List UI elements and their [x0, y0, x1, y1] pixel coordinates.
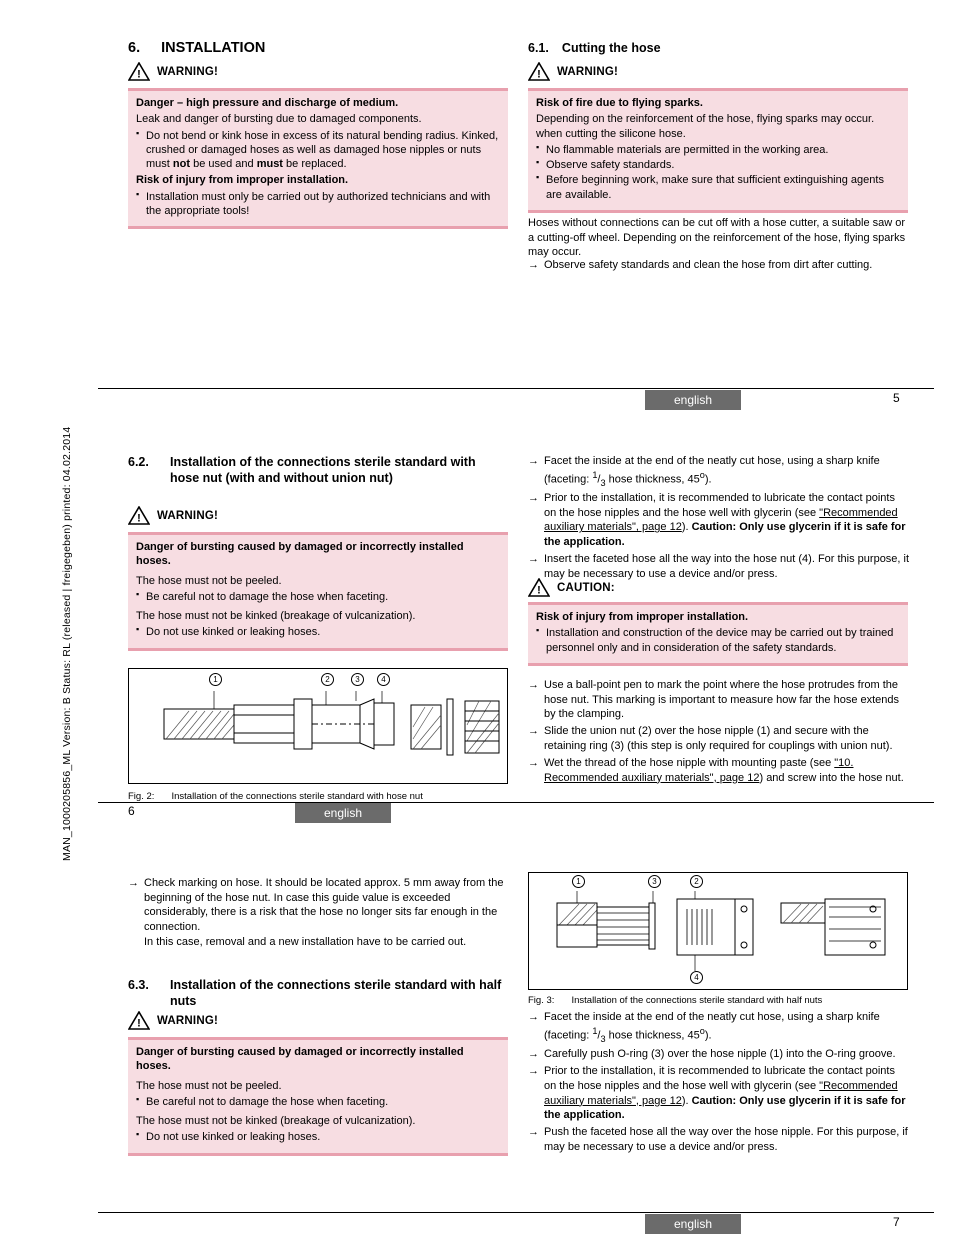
figure-3-callout-4: 4: [690, 971, 703, 984]
warning-label: WARNING!: [157, 65, 219, 78]
svg-text:!: !: [537, 68, 541, 81]
section-6-warning-header: [128, 62, 508, 83]
section-61-number: 6.1.: [528, 41, 549, 55]
warning-label: WARNING!: [557, 65, 619, 78]
section-63-arrow-list: [528, 1010, 910, 1157]
section-62-title: Installation of the connections sterile standard with hose nut (with and without union nut): [170, 455, 476, 485]
warning-triangle-icon: [128, 1011, 150, 1030]
warning-peel-line: The hose must not be peeled.: [136, 1079, 282, 1092]
section-6-heading: [128, 40, 508, 56]
warning-danger-line: Danger – high pressure and discharge of medium.: [136, 97, 399, 109]
warning-detail-line: Depending on the reinforcement of the hose, flying sparks may occur. when cutting the silicone hose.: [536, 113, 875, 140]
page-number: 5: [893, 391, 900, 405]
warning-injury-line: Risk of injury from improper installation.: [136, 174, 349, 187]
list-item: ▪ Be careful not to damage the hose when faceting.: [136, 1095, 500, 1109]
warning-bullet-list-2: [136, 190, 500, 219]
section-63-heading: [128, 978, 508, 1009]
section-63-intro-arrow-list: [128, 876, 510, 952]
svg-text:!: !: [137, 68, 141, 81]
figure-3-caption: [528, 994, 918, 1006]
figure-2-image: [128, 668, 508, 784]
section-61-warning-box: [528, 88, 908, 213]
figure-2-callout-4: 4: [377, 673, 390, 686]
svg-text:!: !: [137, 1017, 141, 1030]
warning-label: WARNING!: [157, 1014, 219, 1027]
document-version-sidebar: MAN_1000205856_ML Version: B Status: RL (released | freigegeben) printed: 04.02.2014: [61, 426, 73, 861]
language-badge: english: [645, 390, 741, 410]
list-item: ▪ Do not bend or kink hose in excess of its natural bending radius. Kinked, crushed or damaged hoses as well as damaged hose nipples or nuts must not be used and must be replaced.: [136, 129, 500, 172]
list-item: → Carefully push O-ring (3) over the hose nipple (1) into the O-ring groove.: [528, 1047, 910, 1062]
warning-kink-line: The hose must not be kinked (breakage of vulcanization).: [136, 610, 416, 623]
figure-3-image: [528, 872, 908, 990]
list-item: → Prior to the installation, it is recommended to lubricate the contact points on the hose nipples and the hose well with glycerin (see "Recommended auxiliary materials", page 12). Caution: Only use glycerin if it is safe for the application.: [528, 1064, 910, 1123]
section-61-warning-header: [528, 62, 908, 83]
warning-label: WARNING!: [157, 509, 219, 522]
warning-bullet-list: [536, 143, 900, 202]
section-62-number: 6.2.: [128, 455, 149, 469]
footer-rule: [98, 802, 934, 803]
warning-bullet-list: [136, 1095, 500, 1109]
svg-text:!: !: [137, 512, 141, 525]
warning-triangle-icon: [128, 506, 150, 525]
figure-2-callout-3: 3: [351, 673, 364, 686]
section-62-warning-box: [128, 532, 508, 651]
warning-bullet-list: [136, 590, 500, 604]
warning-triangle-icon: [528, 62, 550, 81]
section-61-body-text: Hoses without connections can be cut off with a hose cutter, a suitable saw or a cutting-off wheel. Depending on the reinforcement of the hose, flying sparks may occur.: [528, 217, 906, 259]
section-63-warning-header: [128, 1011, 508, 1032]
figure-2-caption: [128, 790, 518, 802]
list-item: → Insert the faceted hose all the way into the hose nut (4). For this purpose, it may be necessary to use a device and/or press.: [528, 552, 910, 581]
list-item: ▪ Before beginning work, make sure that sufficient extinguishing agents are available.: [536, 173, 900, 202]
figure-3-callout-2: 2: [690, 875, 703, 888]
figure-3-drawing: [529, 873, 907, 989]
list-item: → Use a ball-point pen to mark the point where the hose protrudes from the hose nut. This marking is important to measure how far the hose extends by the clamping.: [528, 678, 910, 722]
list-item: → Wet the thread of the hose nipple with mounting paste (see "10. Recommended auxiliary materials", page 12) and screw into the hose nut.: [528, 756, 910, 785]
figure-3-caption-text: Installation of the connections sterile standard with half nuts: [571, 995, 823, 1006]
figure-3-callout-3: 3: [648, 875, 661, 888]
section-63-number: 6.3.: [128, 978, 149, 992]
section-61-title: Cutting the hose: [561, 41, 661, 55]
caution-label: CAUTION:: [557, 581, 615, 594]
list-item: ▪ Installation must only be carried out by authorized technicians and with the appropriate tools!: [136, 190, 500, 219]
warning-peel-line: The hose must not be peeled.: [136, 574, 282, 587]
list-item: → Check marking on hose. It should be located approx. 5 mm away from the beginning of the hose nut. In case this guide value is exceeded considerably, there is a risk that the hose no longer sits far enough in the connection. In this case, removal and a new installation have to be carried out.: [128, 876, 510, 949]
language-badge: english: [295, 803, 391, 823]
figure-2-callout-1: 1: [209, 673, 222, 686]
list-item: → Push the faceted hose all the way over the hose nipple. For this purpose, if may be necessary to use a device and/or press.: [528, 1125, 910, 1154]
figure-2-number: Fig. 2:: [128, 791, 155, 802]
figure-2-drawing: [129, 669, 507, 783]
section-61-heading: [528, 41, 908, 55]
warning-burst-line: Danger of bursting caused by damaged or incorrectly installed hoses.: [136, 541, 464, 568]
language-badge: english: [645, 1214, 741, 1234]
caution-bullet-list: [536, 626, 900, 655]
caution-triangle-icon: [528, 578, 550, 597]
warning-detail-line: Leak and danger of bursting due to damaged components.: [136, 113, 422, 126]
warning-bullet-list-2: [136, 625, 500, 639]
section-6-warning-box: [128, 88, 508, 229]
section-63-warning-box: [128, 1037, 508, 1156]
section-62-warning-header: [128, 506, 508, 527]
list-item: → Prior to the installation, it is recommended to lubricate the contact points on the hose nipples and the hose well with glycerin (see "Recommended auxiliary materials", page 12). Caution: Only use glycerin if it is safe for the application.: [528, 491, 910, 550]
section-63-title: Installation of the connections sterile standard with half nuts: [170, 978, 502, 1008]
section-6-title: INSTALLATION: [161, 40, 266, 56]
figure-3-number: Fig. 3:: [528, 995, 555, 1006]
list-item: ▪ No flammable materials are permitted in the working area.: [536, 143, 900, 157]
section-61-arrow-list: [528, 258, 908, 275]
section-62-heading: [128, 455, 508, 486]
section-62-caution-header: [528, 578, 908, 599]
warning-kink-line: The hose must not be kinked (breakage of vulcanization).: [136, 1115, 416, 1128]
footer-rule: [98, 1212, 934, 1213]
list-item: → Facet the inside at the end of the neatly cut hose, using a sharp knife (faceting: $^1/_3$ hose thickness, 45$^o$).: [528, 1010, 910, 1045]
svg-text:!: !: [537, 584, 541, 597]
warning-burst-line: Danger of bursting caused by damaged or incorrectly installed hoses.: [136, 1046, 464, 1073]
figure-2-caption-text: Installation of the connections sterile standard with hose nut: [171, 791, 423, 802]
list-item: → Observe safety standards and clean the hose from dirt after cutting.: [528, 258, 908, 273]
list-item: → Facet the inside at the end of the neatly cut hose, using a sharp knife (faceting: $^1/_3$ hose thickness, 45$^o$).: [528, 454, 910, 489]
warning-triangle-icon: [128, 62, 150, 81]
section-62-caution-box: [528, 602, 908, 666]
figure-2-callout-2: 2: [321, 673, 334, 686]
figure-3-callout-1: 1: [572, 875, 585, 888]
warning-fire-line: Risk of fire due to flying sparks.: [536, 97, 703, 109]
section-62-arrow-list-2: [528, 678, 910, 788]
page-number: 7: [893, 1215, 900, 1229]
list-item: ▪ Do not use kinked or leaking hoses.: [136, 625, 500, 639]
list-item: ▪ Observe safety standards.: [536, 158, 900, 172]
section-62-arrow-list: [528, 454, 910, 584]
warning-bullet-list-2: [136, 1130, 500, 1144]
list-item: ▪ Installation and construction of the device may be carried out by trained personnel only and in consideration of the safety standards.: [536, 626, 900, 655]
footer-rule: [98, 388, 934, 389]
page-number: 6: [128, 804, 135, 818]
list-item: → Slide the union nut (2) over the hose nipple (1) and secure with the retaining ring (3) (this step is only required for couplings with union nut).: [528, 724, 910, 753]
list-item: ▪ Be careful not to damage the hose when faceting.: [136, 590, 500, 604]
warning-bullet-list: [136, 129, 500, 172]
list-item: ▪ Do not use kinked or leaking hoses.: [136, 1130, 500, 1144]
caution-injury-line: Risk of injury from improper installation.: [536, 611, 749, 623]
section-6-number: 6.: [128, 40, 141, 56]
